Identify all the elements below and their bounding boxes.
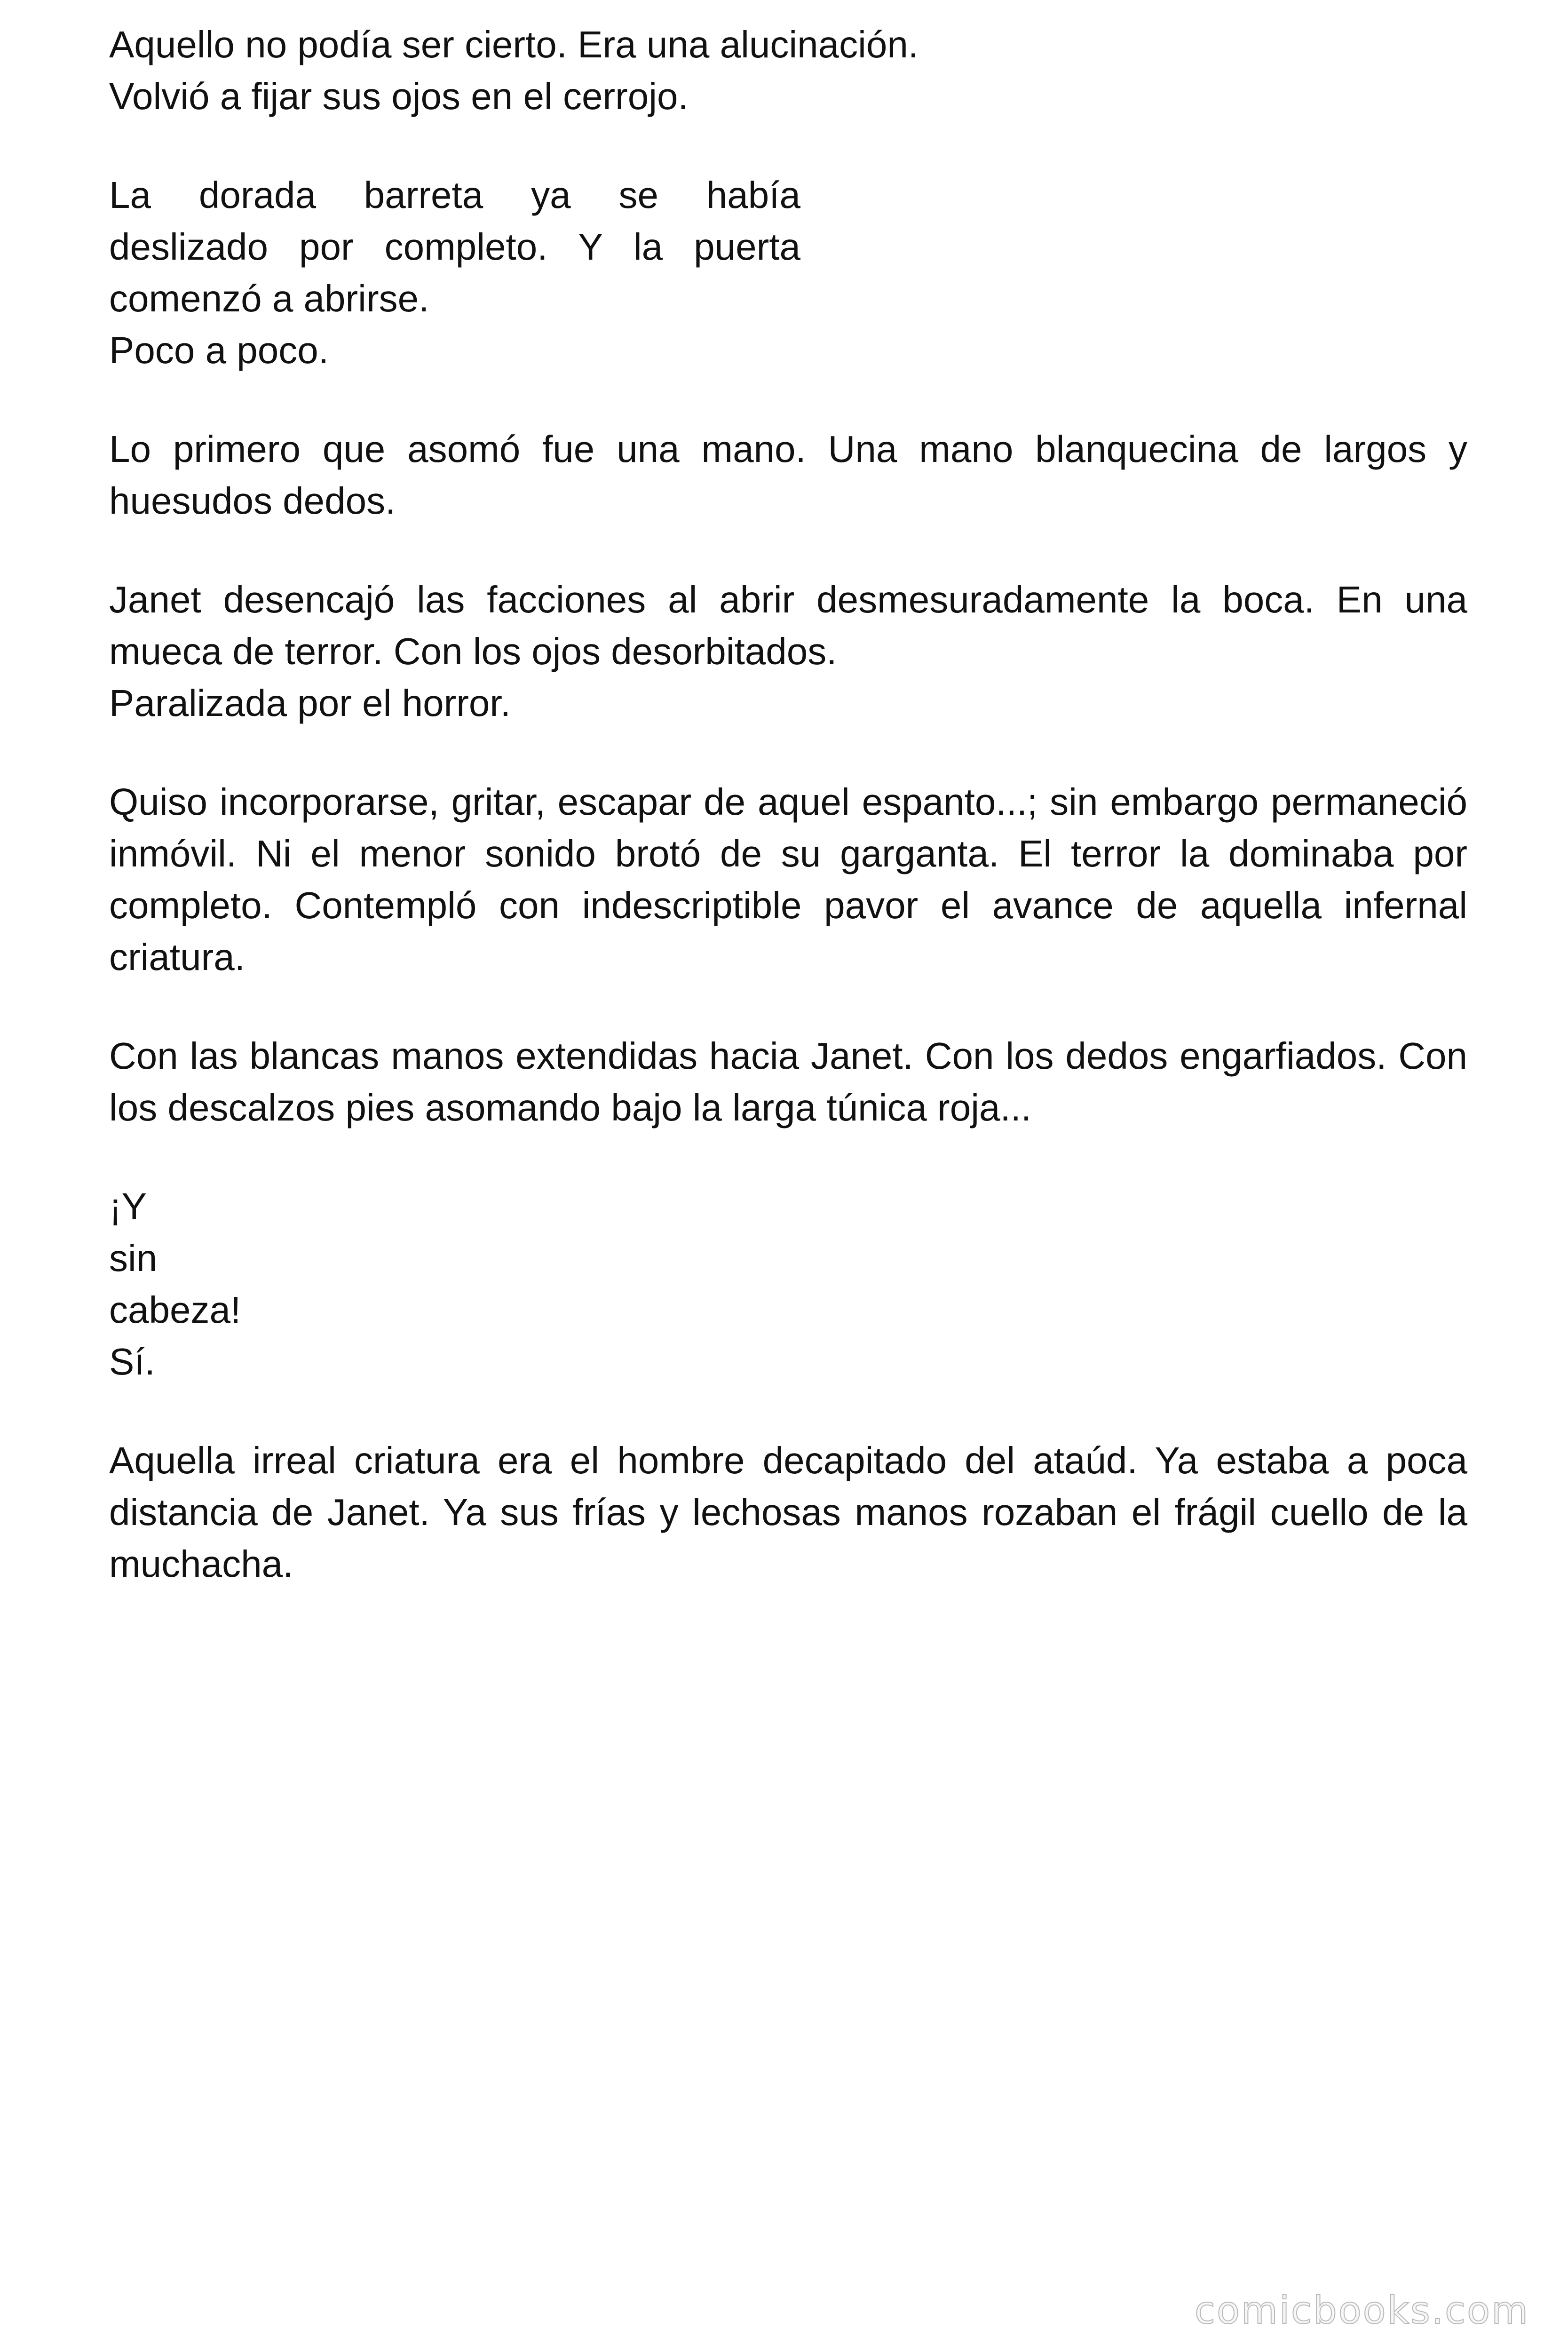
document-page (109, 19, 1467, 1637)
paragraph-2 (109, 169, 800, 376)
paragraph-4 (109, 574, 1467, 729)
text-line: ¡Y (109, 1185, 147, 1227)
text-line: La dorada barreta ya se había (109, 174, 800, 216)
text-line: Sí. (109, 1341, 155, 1383)
text-line: sin (109, 1237, 158, 1279)
text-line: Volvió a fijar sus ojos en el cerrojo. (109, 75, 689, 117)
paragraph-4-body: Janet desencajó las facciones al abrir desmesuradamente la boca. En una mueca de terror. Con los ojos desorbitados. (109, 579, 1467, 672)
text-line: deslizado por completo. Y la puerta (109, 226, 800, 268)
text-line: Poco a poco. (109, 329, 329, 371)
paragraph-3: Lo primero que asomó fue una mano. Una mano blanquecina de largos y huesudos dedos. (109, 428, 1467, 522)
paragraph-8: Aquella irreal criatura era el hombre decapitado del ataúd. Ya estaba a poca distancia de Janet. Ya sus frías y lechosas manos rozaban el frágil cuello de la muchacha. (109, 1439, 1467, 1585)
paragraph-6: Con las blancas manos extendidas hacia Janet. Con los dedos engarfiados. Con los descalzos pies asomando bajo la larga túnica roja... (109, 1035, 1467, 1128)
text-line: cabeza! (109, 1289, 241, 1331)
paragraph-1 (109, 19, 1467, 122)
text-line: comenzó a abrirse. (109, 278, 429, 319)
paragraph-7 (109, 1181, 1467, 1388)
paragraph-4-last-line: Paralizada por el horror. (109, 682, 511, 724)
text-line: Aquello no podía ser cierto. Era una alucinación. (109, 24, 919, 65)
watermark: comicbooks.com (1194, 2288, 1529, 2332)
paragraph-5: Quiso incorporarse, gritar, escapar de aquel espanto...; sin embargo permaneció inmóvil. Ni el menor sonido brotó de su garganta. El terror la dominaba por completo. Contempló con indescriptible pavor el avance de aquella infernal criatura. (109, 781, 1467, 978)
